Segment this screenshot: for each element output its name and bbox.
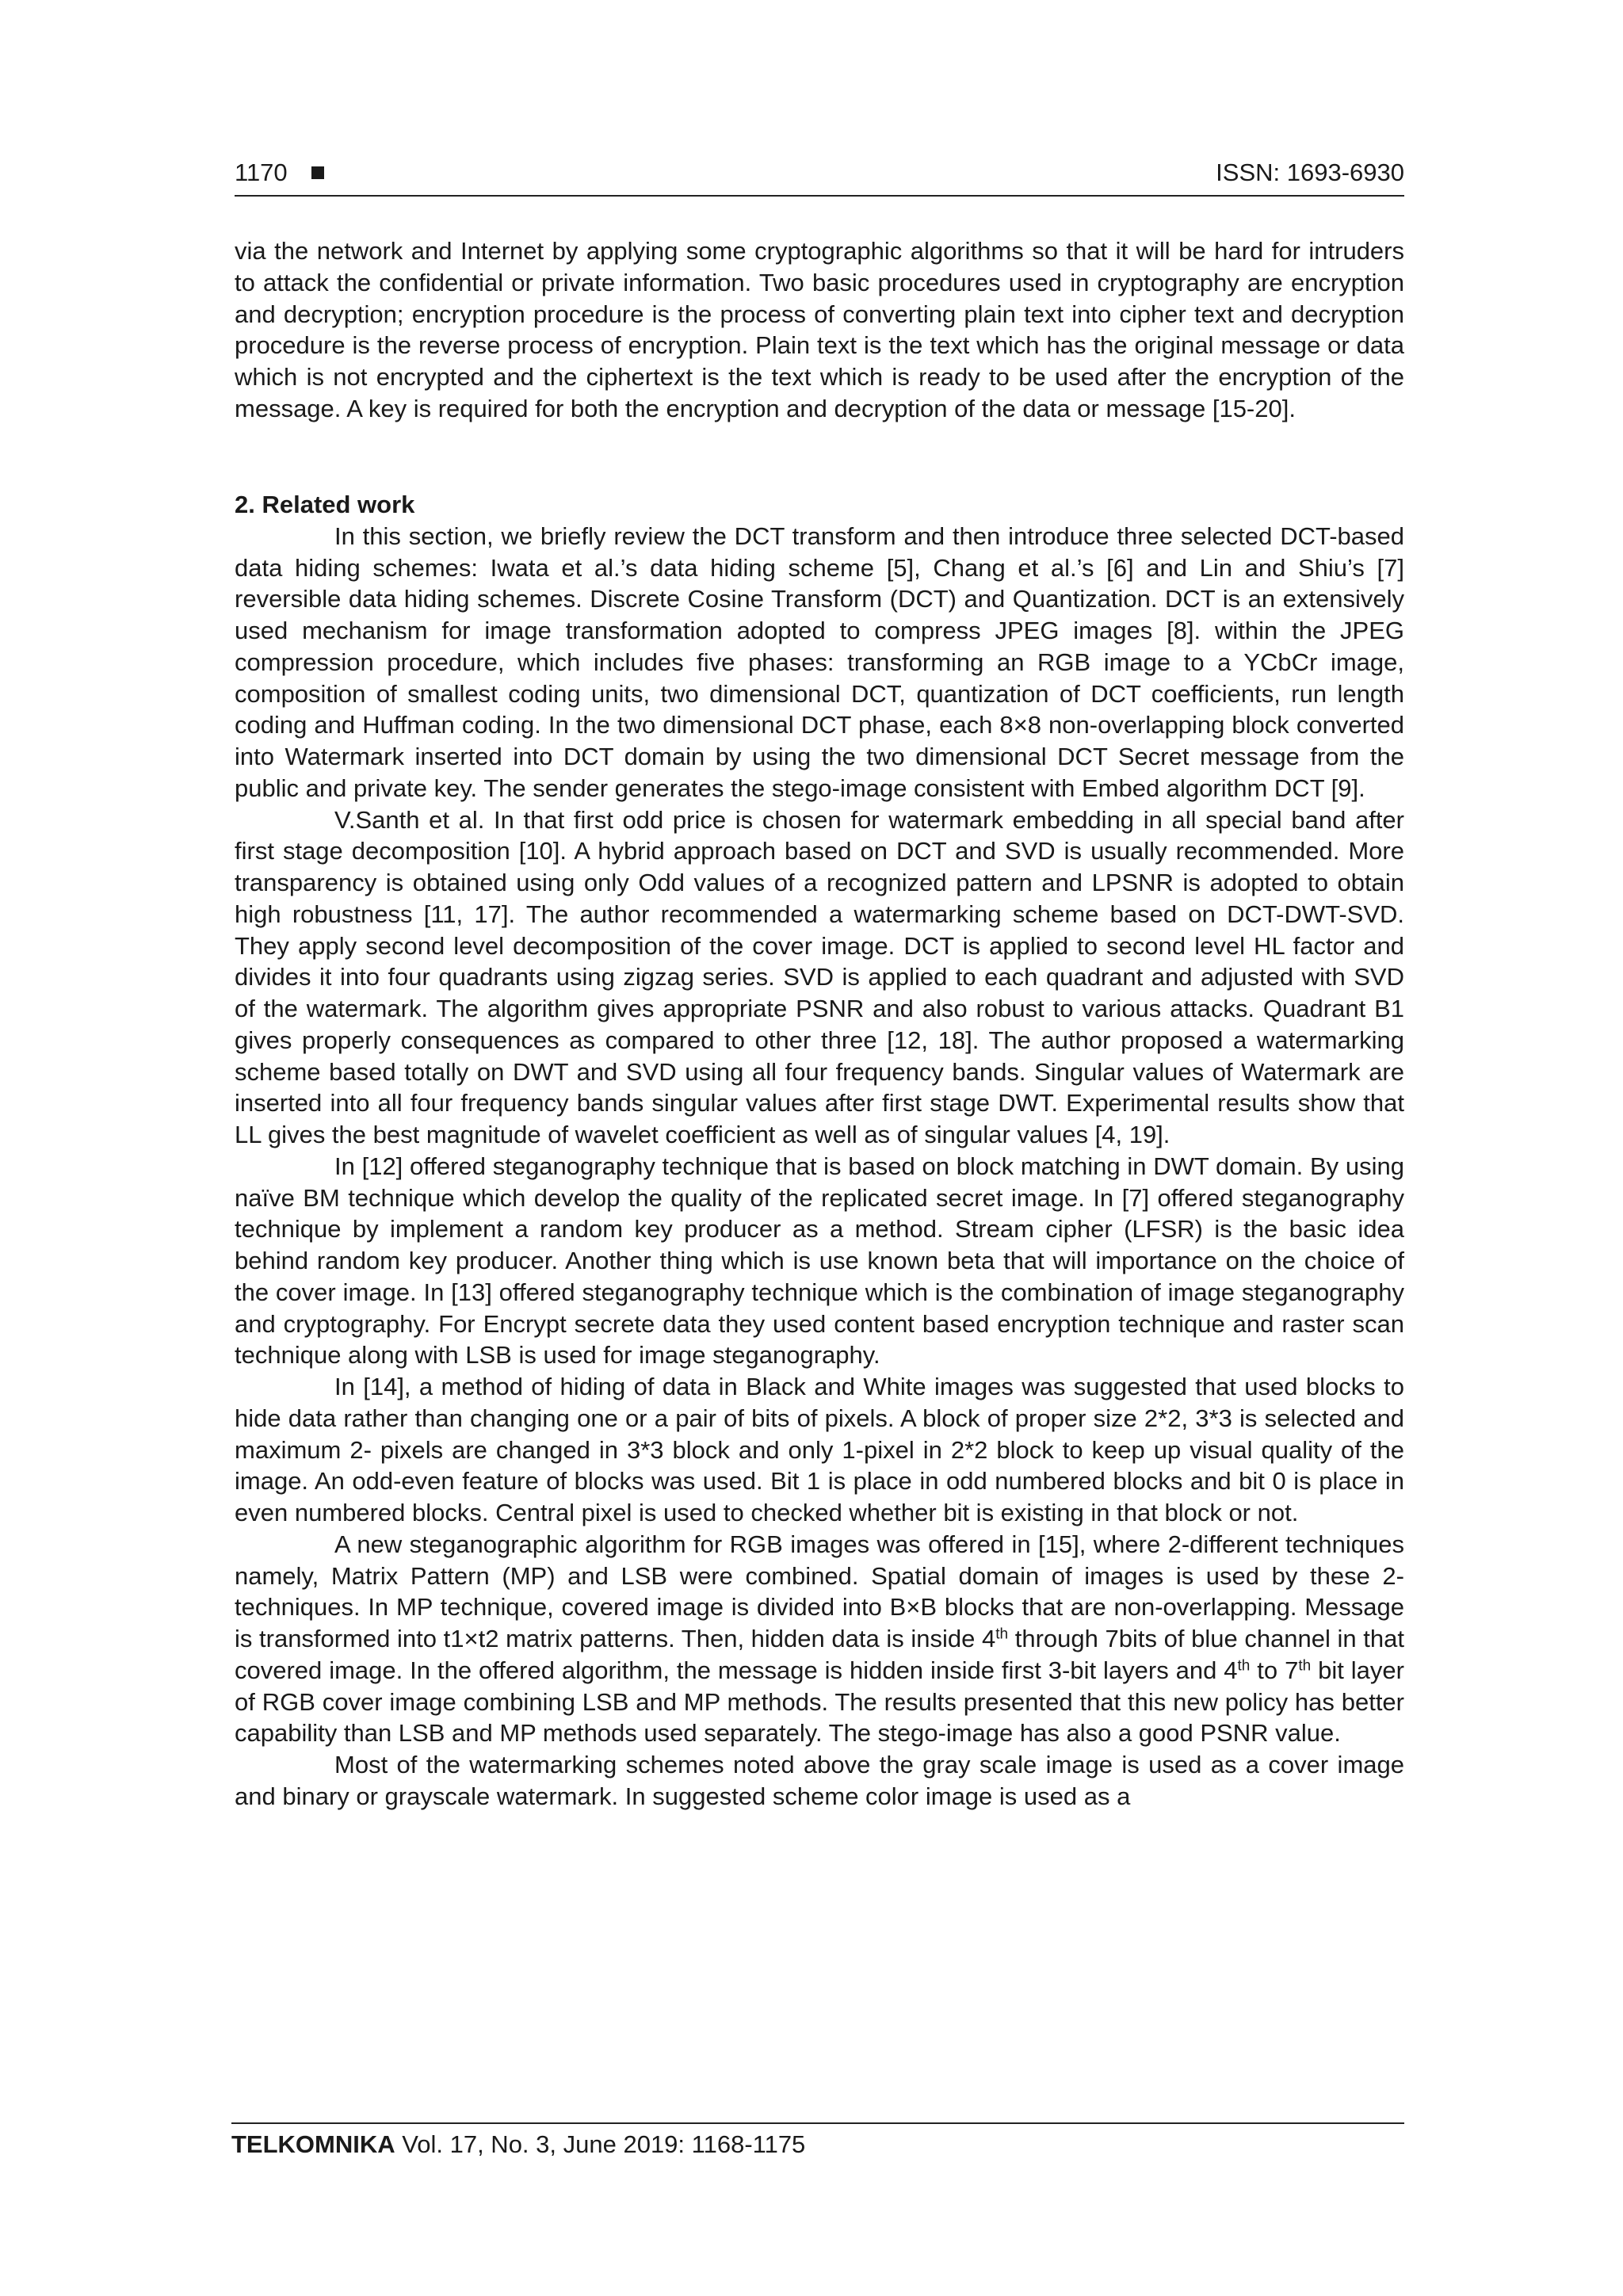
section-title: 2. Related work [235, 491, 415, 518]
paragraph: V.Santh et al. In that first odd price is chosen for watermark embedding in all special band after first stage decomposition [10]. A hybrid approach based on DCT and SVD is usually recommended. More transparency is obtained using only Odd values of a recognized pattern and LPSNR is adopted to obtain high robustness [11, 17]. The author recommended a watermarking scheme based on DCT-DWT-SVD. They apply second level decomposition of the cover image. DCT is applied to second level HL factor and divides it into four quadrants using zigzag series. SVD is applied to each quadrant and adjusted with SVD of the watermark. The algorithm gives appropriate PSNR and also robust to various attacks. Quadrant B1 gives properly consequences as compared to other three [12, 18]. The author proposed a watermarking scheme based totally on DWT and SVD using all four frequency bands. Singular values of Watermark are inserted into all four frequency bands singular values after first stage DWT. Experimental results show that LL gives the best magnitude of wavelet coefficient as well as of singular values [4, 19]. [235, 805, 1404, 1148]
issn-label: ISSN: 1693-6930 [1216, 159, 1404, 186]
square-bullet-icon [311, 166, 324, 179]
page-body [235, 235, 1404, 1813]
superscript: th [1298, 1657, 1312, 1675]
page-footer [231, 2122, 1404, 2159]
paragraph: In [12] offered steganography technique that is based on block matching in DWT domain. By using naïve BM technique which develop the quality of the replicated secret image. In [7] offered steganography technique by implement a random key producer as a method. Stream cipher (LFSR) is the basic idea behind random key producer. Another thing which is use known beta that will importance on the choice of the cover image. In [13] offered steganography technique which is the combination of image steganography and cryptography. For Encrypt secrete data they used content based encryption technique and raster scan technique along with LSB is used for image steganography. [235, 1152, 1404, 1370]
paragraph: In [14], a method of hiding of data in Black and White images was suggested that used blocks to hide data rather than changing one or a pair of bits of pixels. A block of proper size 2*2, 3*3 is selected and maximum 2- pixels are changed in 3*3 block and only 1-pixel in 2*2 block to keep up visual quality of the image. An odd-even feature of blocks was used. Bit 1 is place in odd numbered blocks and bit 0 is place in even numbered blocks. Central pixel is used to checked whether bit is existing in that block or not. [235, 1373, 1404, 1526]
journal-citation: Vol. 17, No. 3, June 2019: 1168-1175 [402, 2130, 806, 2158]
superscript: th [1237, 1657, 1251, 1675]
paragraph: Most of the watermarking schemes noted above the gray scale image is used as a cover image and binary or grayscale watermark. In suggested scheme color image is used as a [235, 1751, 1404, 1810]
page-header [235, 155, 1404, 197]
paragraph-mp [235, 1529, 1404, 1749]
paragraph: In this section, we briefly review the DCT transform and then introduce three selected DCT-based data hiding schemes: Iwata et al.’s data hiding scheme [5], Chang et al.’s [6] and Lin and Shiu’s [7] reversible data hiding schemes. Discrete Cosine Transform (DCT) and Quantization. DCT is an extensively used mechanism for image transformation adopted to compress JPEG images [8]. within the JPEG compression procedure, which includes five phases: transforming an RGB image to a YCbCr image, composition of smallest coding units, two dimensional DCT, quantization of DCT coefficients, run length coding and Huffman coding. In the two dimensional DCT phase, each 8×8 non-overlapping block converted into Watermark inserted into DCT domain by using the two dimensional DCT Secret message from the public and private key. The sender generates the stego-image consistent with Embed algorithm DCT [9]. [235, 521, 1404, 802]
journal-name: TELKOMNIKA [231, 2130, 395, 2158]
text-run: A new steganographic algorithm for RGB images was offered in [15], where 2-different techniques namely, Matrix Pattern (MP) and LSB were combined. Spatial domain of images is used by these 2-techniques. In MP technique, covered image is divided into B×B blocks that are non-overlapping. Message is transformed into t1×t2 matrix patterns. Then, hidden data is inside 4 [235, 1530, 1404, 1652]
page-number: 1170 [235, 159, 288, 186]
text-run: bit layer of RGB cover image combining LSB and MP methods. The results presented that this new policy has better capability than LSB and MP methods used separately. The stego-image has also a good PSNR value. [235, 1656, 1404, 1748]
text-run: to 7 [1250, 1656, 1299, 1684]
text-run: through 7bits of blue channel in that covered image. In the offered algorithm, the message is hidden inside first 3-bit layers and 4 [235, 1625, 1404, 1684]
intro-paragraph: via the network and Internet by applying some cryptographic algorithms so that it will be hard for intruders to attack the confidential or private information. Two basic procedures used in cryptography are encryption and decryption; encryption procedure is the process of converting plain text into cipher text and decryption procedure is the reverse process of encryption. Plain text is the text which has the original message or data which is not encrypted and the ciphertext is the text which is ready to be used after the encryption of the message. A key is required for both the encryption and decryption of the data or message [15-20]. [235, 237, 1404, 422]
superscript: th [995, 1626, 1009, 1643]
